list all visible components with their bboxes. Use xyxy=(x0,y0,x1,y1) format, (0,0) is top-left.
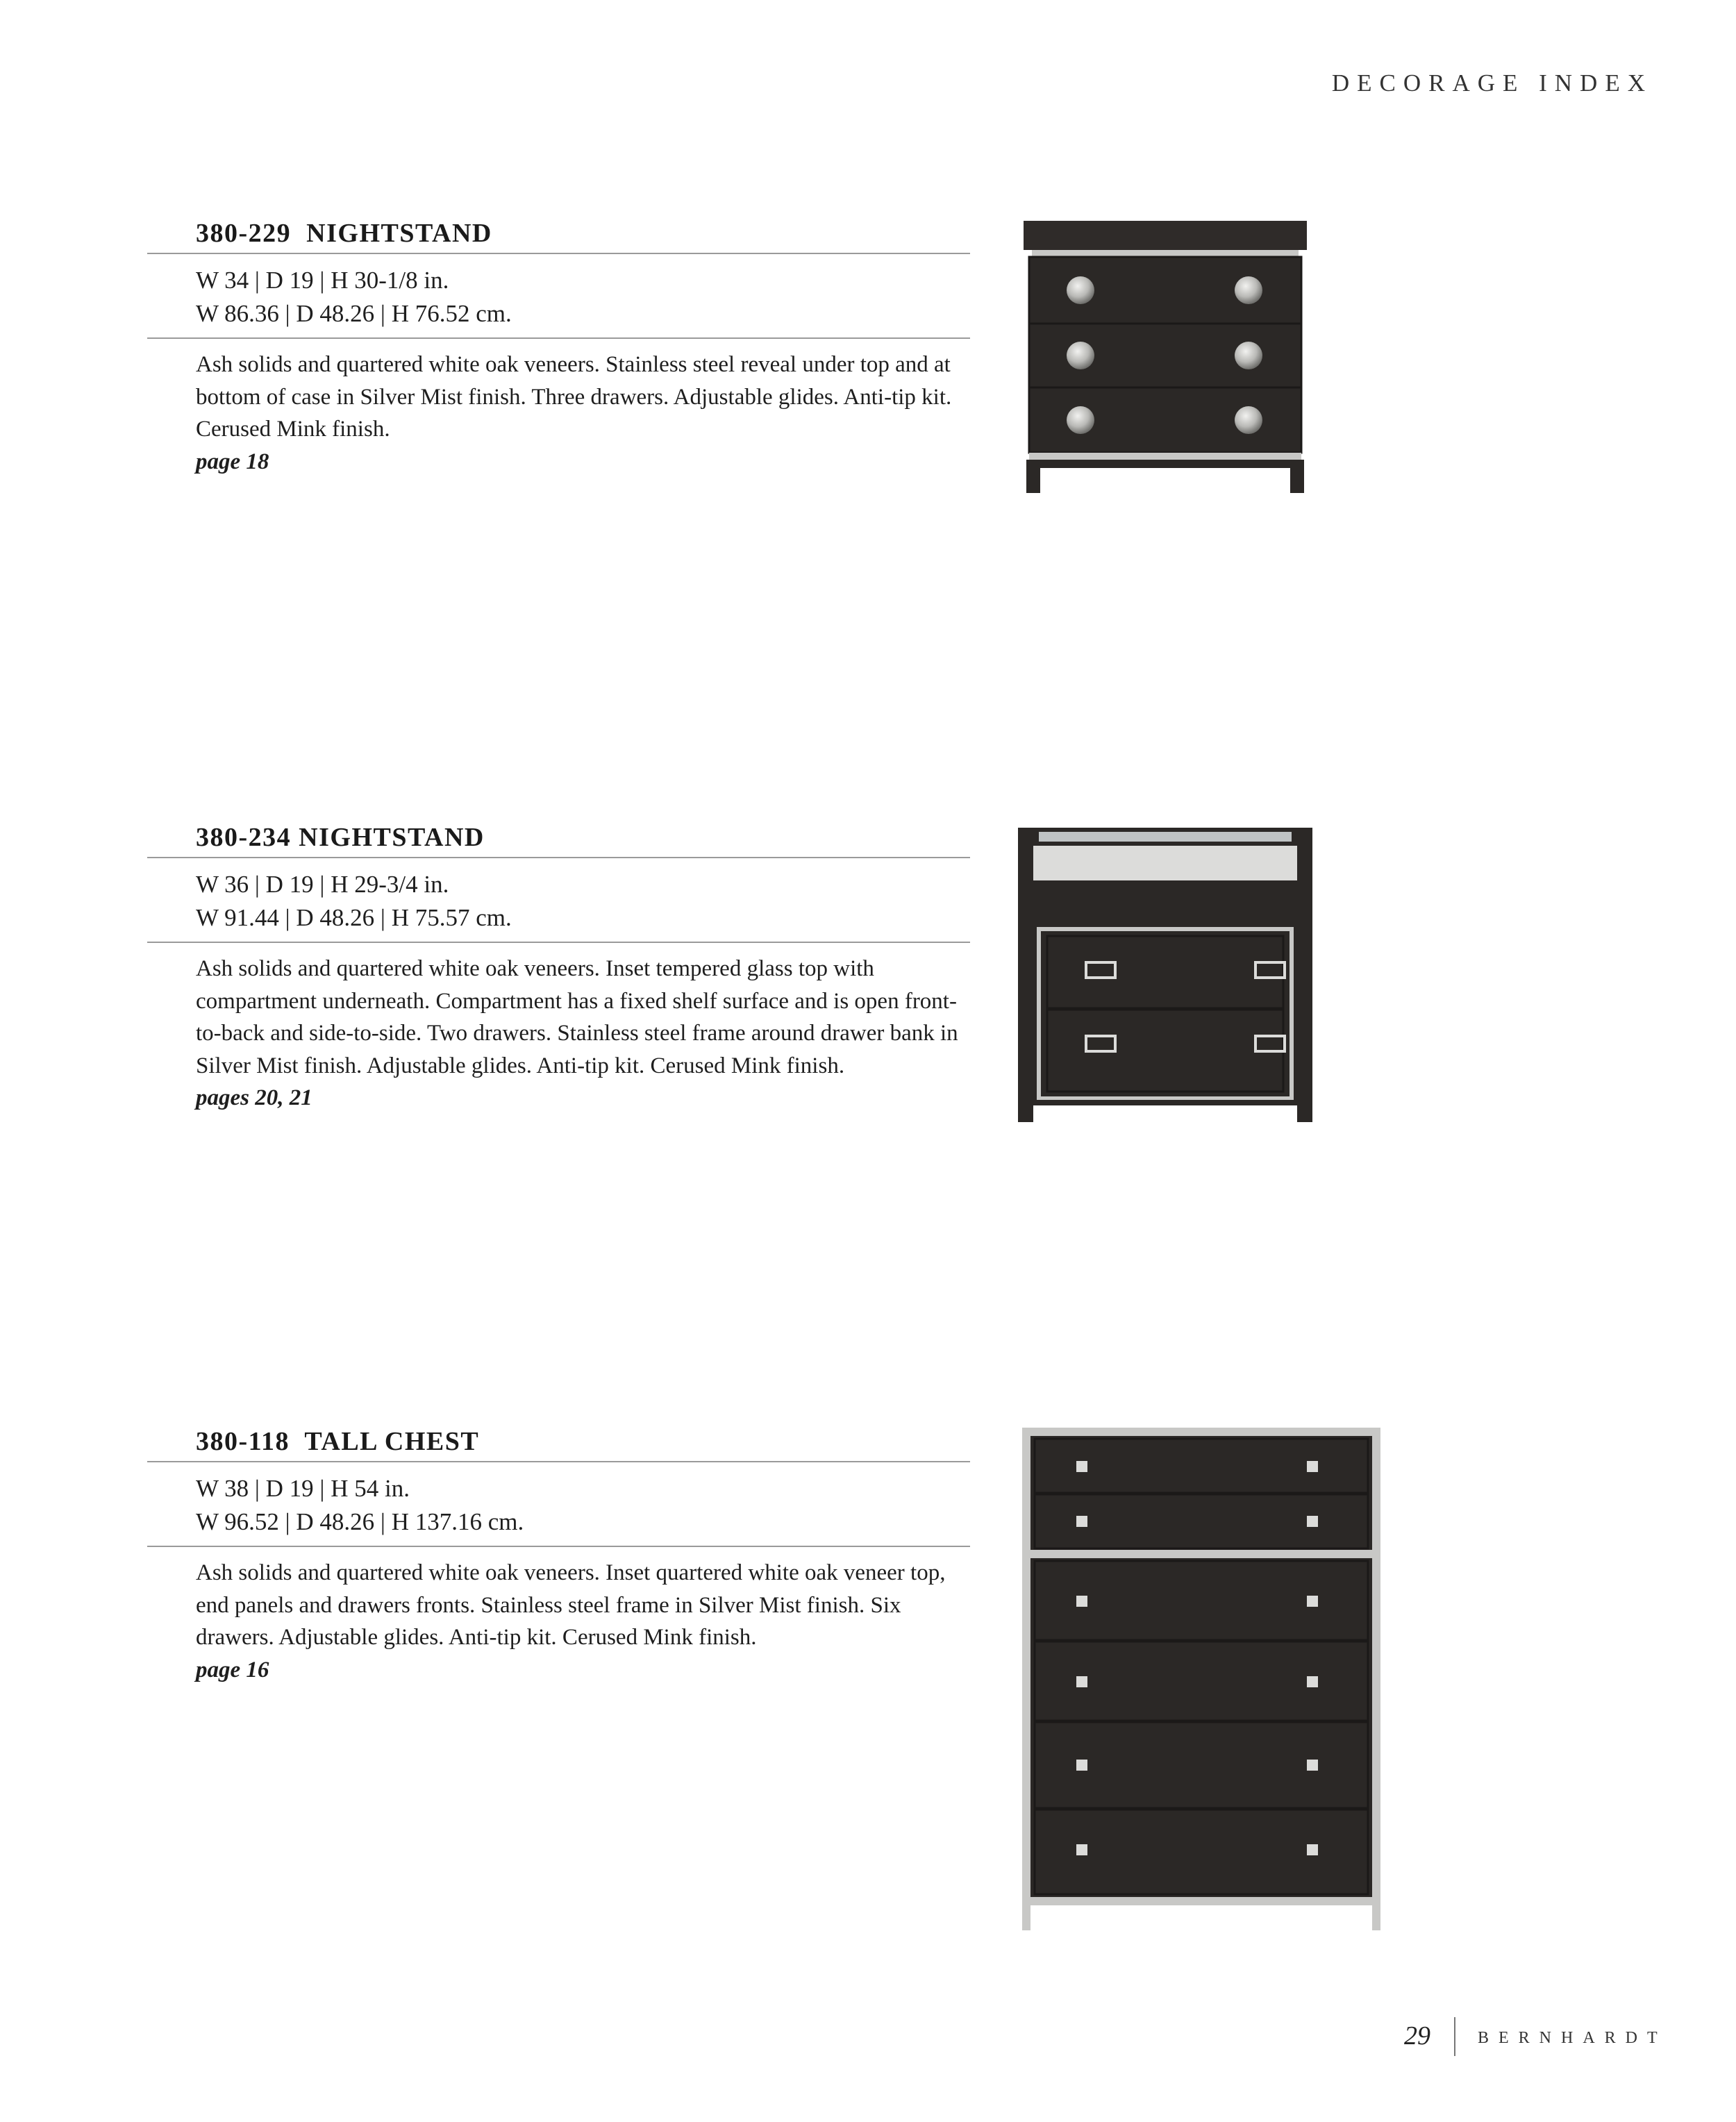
product-title: 380-118 TALL CHEST xyxy=(196,1427,480,1456)
tall-chest-six-drawer-image xyxy=(1022,1428,1380,1930)
product-dimensions xyxy=(196,264,512,331)
page-reference: pages 20, 21 xyxy=(196,1085,312,1110)
product-description xyxy=(196,1557,980,1686)
product-dimensions xyxy=(196,1472,524,1539)
dimensions-cm: W 86.36 | D 48.26 | H 76.52 cm. xyxy=(196,300,512,327)
product-title: 380-229 NIGHTSTAND xyxy=(196,219,492,248)
divider xyxy=(147,1546,970,1547)
divider xyxy=(147,337,970,339)
description-text: Ash solids and quartered white oak veneers. Inset quartered white oak veneer top, end panels and drawers fronts. Stainless steel frame in Silver Mist finish. Six drawers. Adjustable glides. Anti-tip kit. Cerused Mink finish. xyxy=(196,1560,946,1650)
dimensions-inches: W 38 | D 19 | H 54 in. xyxy=(196,1475,410,1502)
nightstand-two-drawer-image xyxy=(1018,824,1312,1122)
page-reference: page 16 xyxy=(196,1657,269,1682)
brand-name: BERNHARDT xyxy=(1478,2029,1667,2047)
description-text: Ash solids and quartered white oak veneers. Inset tempered glass top with compartment underneath. Compartment has a fixed shelf surface and is open front-to-back and side-to-side. Two drawers. Stainless steel frame around drawer bank in Silver Mist finish. Adjustable glides. Anti-tip kit. Cerused Mink finish. xyxy=(196,956,958,1078)
page-number: 29 xyxy=(1404,2021,1430,2050)
footer-divider xyxy=(1454,2017,1455,2056)
dimensions-inches: W 36 | D 19 | H 29-3/4 in. xyxy=(196,871,449,898)
divider xyxy=(147,1461,970,1462)
dimensions-cm: W 96.52 | D 48.26 | H 137.16 cm. xyxy=(196,1508,524,1535)
page-reference: page 18 xyxy=(196,449,269,474)
divider xyxy=(147,857,970,858)
nightstand-three-drawer-image xyxy=(1019,221,1311,493)
divider xyxy=(147,942,970,943)
dimensions-cm: W 91.44 | D 48.26 | H 75.57 cm. xyxy=(196,904,512,931)
product-title: 380-234 NIGHTSTAND xyxy=(196,823,485,852)
divider xyxy=(147,253,970,254)
index-header: DECORAGE INDEX xyxy=(1331,69,1653,97)
dimensions-inches: W 34 | D 19 | H 30-1/8 in. xyxy=(196,267,449,294)
description-text: Ash solids and quartered white oak veneers. Stainless steel reveal under top and at bottom of case in Silver Mist finish. Three drawers. Adjustable glides. Anti-tip kit. Cerused Mink finish. xyxy=(196,352,952,442)
product-description xyxy=(196,349,980,478)
product-description xyxy=(196,953,980,1114)
product-dimensions xyxy=(196,868,512,935)
